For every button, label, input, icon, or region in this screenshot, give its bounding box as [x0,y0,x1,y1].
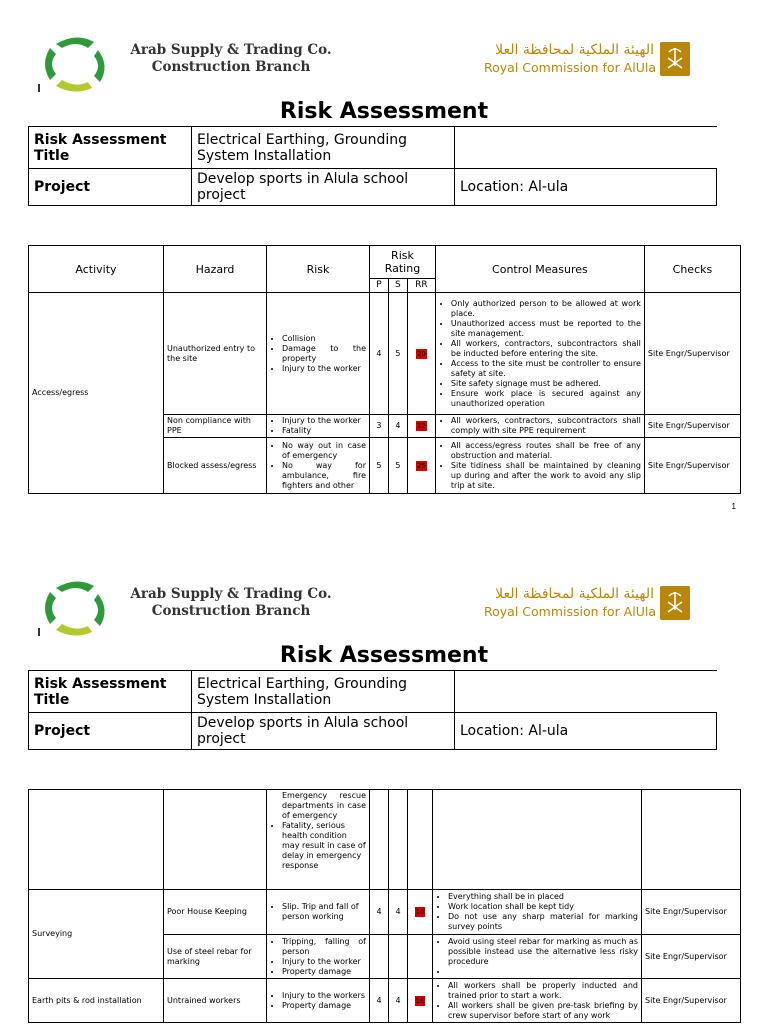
company-name [126,586,336,620]
hazard-cell: Unauthorized entry to the site [164,293,267,415]
control-item: • Work location shall be kept tidy [448,902,638,912]
risk-table-page-1 [28,245,741,494]
hazard-cell: Untrained workers [164,979,267,1023]
risk-item: • Fatality [282,426,366,436]
rr-cell [407,415,435,438]
risk-item: • Injury to the worker [282,364,366,374]
rr-cell [408,935,433,979]
location: Location: Al-ula [455,169,717,206]
risk-item: • Injury to the workers [282,991,366,1001]
col-rr: RR [407,279,435,293]
rcu-emblem-icon [660,586,690,620]
risk-cell [267,438,370,494]
control-item: • Do not use any sharp material for marking survey points [448,912,638,932]
control-cell [435,293,644,415]
activity-cell: Surveying [29,890,164,979]
control-cell [433,979,642,1023]
rr-value: 16 [415,908,425,916]
risk-cell [267,293,370,415]
s-value: 4 [388,415,407,438]
col-hazard: Hazard [164,246,267,293]
table-row [29,979,741,1023]
rcu-emblem-icon [660,42,690,76]
control-item: • Access to the site must be controller to ensure safety at site. [451,359,641,379]
document-title: Risk Assessment [279,99,489,124]
rcu-english: Royal Commission for AlUla [484,604,656,619]
control-cell [435,438,644,494]
company-line-1: Arab Supply & Trading Co. [130,42,332,58]
control-item: • All access/egress routes shall be free of any obstruction and material. [451,441,641,461]
col-p: P [370,279,389,293]
rcu-arabic: الهيئة الملكية لمحافظة العلا [495,42,654,58]
company-line-1: Arab Supply & Trading Co. [130,586,332,602]
control-item: • All workers, contractors, subcontractors shall comply with site PPE requirement [451,416,641,436]
risk-title-label: Risk Assessment Title [29,127,192,169]
control-cell [433,890,642,935]
rr-value: 25 [416,461,426,470]
header-info-table [28,126,717,206]
hazard-cell: Poor House Keeping [164,890,267,935]
control-item: • Only authorized person to be allowed at work place. [451,299,641,319]
control-item: • Site tidiness shall be maintained by cleaning up during and after the work to avoid any slip trip at site. [451,461,641,491]
risk-title-value: Electrical Earthing, Grounding System Installation [192,671,455,713]
checks-cell: Site Engr/Supervisor [644,293,740,415]
risk-item: • Property damage [282,1001,366,1011]
risk-item: • No way out in case of emergency [282,441,366,461]
checks-cell: Site Engr/Supervisor [642,890,741,935]
risk-title-label: Risk Assessment Title [29,671,192,713]
s-value: 4 [389,890,408,935]
rr-value: 12 [416,422,426,430]
rcu-arabic: الهيئة الملكية لمحافظة العلا [495,586,654,602]
risk-item: • Collision [282,334,366,344]
project-label: Project [29,169,192,206]
risk-cell [267,935,370,979]
control-item: • Unauthorized access must be reported to the site management. [451,319,641,339]
control-item: • All workers, contractors, subcontractors shall be inducted before entering the site. [451,339,641,359]
risk-item: • No way for ambulance, fire fighters and other [282,461,366,491]
risk-continued-text: Emergency rescue departments in case of emergency [282,791,366,820]
company-logo-icon [36,32,116,94]
col-risk-rating: Risk Rating [370,246,436,279]
rr-value: 20 [416,349,426,358]
risk-item: • Slip. Trip and fall of person working [282,902,366,922]
checks-cell: Site Engr/Supervisor [642,935,741,979]
control-cell [433,935,642,979]
table-row [29,790,741,890]
risk-item: • Property damage [282,967,366,977]
control-item [448,967,638,977]
s-value: 5 [388,438,407,494]
checks-cell: Site Engr/Supervisor [644,438,740,494]
p-value: 3 [370,415,389,438]
control-item: • Ensure work place is secured against any unauthorized operation [451,389,641,409]
col-checks: Checks [644,246,740,293]
checks-cell: Site Engr/Supervisor [642,979,741,1023]
rr-cell [408,890,433,935]
rr-cell [408,979,433,1023]
risk-item: • Injury to the worker [282,957,366,967]
company-name [126,42,336,76]
project-value: Develop sports in Alula school project [192,713,455,750]
risk-cell [267,790,370,890]
col-s: S [388,279,407,293]
checks-cell: Site Engr/Supervisor [644,415,740,438]
risk-title-value: Electrical Earthing, Grounding System Installation [192,127,455,169]
p-value [370,935,389,979]
p-value: 5 [370,438,389,494]
rcu-english: Royal Commission for AlUla [484,60,656,75]
hazard-cell: Use of steel rebar for marking [164,935,267,979]
location: Location: Al-ula [455,713,717,750]
s-value: 5 [388,293,407,415]
hazard-cell: Non compliance with PPE [164,415,267,438]
risk-item: • Fatality, serious health condition may result in case of delay in emergency response [282,821,366,871]
risk-item: • Tripping, falling of person [282,937,366,957]
activity-cell: Earth pits & rod installation [29,979,164,1023]
risk-cell [267,890,370,935]
project-label: Project [29,713,192,750]
col-activity: Activity [29,246,164,293]
risk-table-page-2 [28,789,741,1023]
control-cell [435,415,644,438]
activity-cell: Access/egress [29,293,164,494]
p-value: 4 [370,293,389,415]
control-item: • Everything shall be in placed [448,892,638,902]
risk-item: • Damage to the property [282,344,366,364]
p-value: 4 [370,890,389,935]
company-line-2: Construction Branch [151,59,311,75]
document-title: Risk Assessment [279,643,489,668]
company-logo-icon [36,576,116,638]
s-value: 4 [389,979,408,1023]
col-risk: Risk [267,246,370,293]
rr-value: 16 [415,996,425,1005]
header-info-table [28,670,717,750]
control-item: • Avoid using steel rebar for marking as much as possible instead use the alternative less risky procedure [448,937,638,967]
table-row [29,890,741,935]
risk-item: • Injury to the worker [282,416,366,426]
p-value: 4 [370,979,389,1023]
rr-cell [407,438,435,494]
page-number: 1 [731,502,736,511]
company-line-2: Construction Branch [151,603,311,619]
table-row [29,293,741,415]
s-value [389,935,408,979]
control-item: • All workers shall be given pre-task briefing by crew supervisor before start of any work [448,1001,638,1021]
rr-cell [407,293,435,415]
control-item: • All workers shall be properly inducted and trained prior to start a work. [448,981,638,1001]
hazard-cell: Blocked assess/egress [164,438,267,494]
page-2 [0,544,768,1024]
risk-cell [267,415,370,438]
project-value: Develop sports in Alula school project [192,169,455,206]
control-item: • Site safety signage must be adhered. [451,379,641,389]
col-control: Control Measures [435,246,644,293]
risk-cell [267,979,370,1023]
